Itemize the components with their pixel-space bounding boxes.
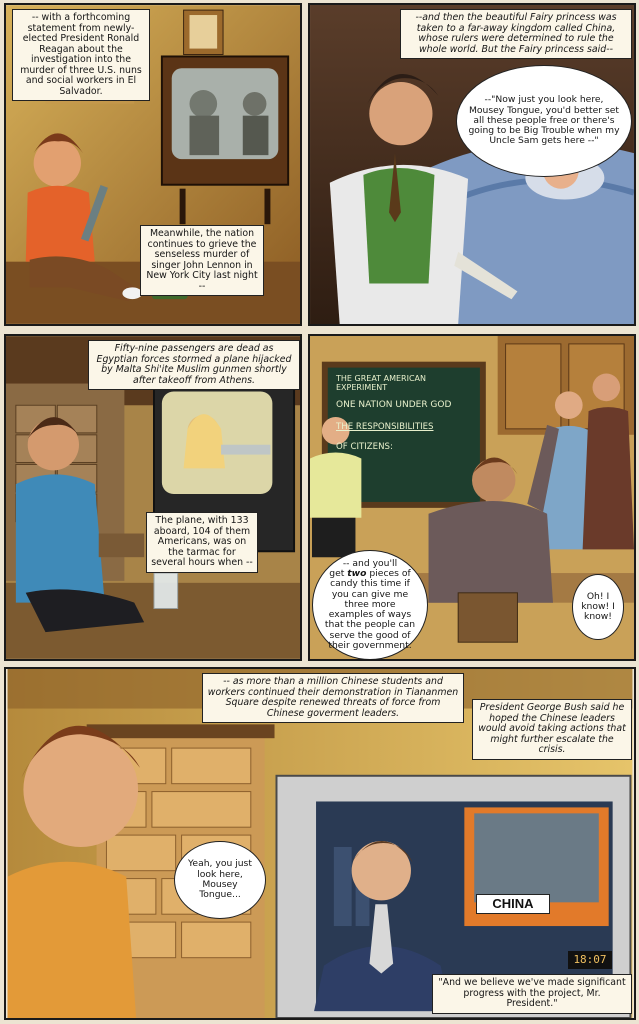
panel-2-caption: --and then the beautiful Fairy princess was taken to a far-away kingdom called China, whose rulers were determined to rule the whole world. But the Fairy princess said--: [400, 9, 632, 59]
chalkboard-line-1: THE GREAT AMERICAN EXPERIMENT: [336, 374, 426, 392]
panel-5-caption-bottom: "And we believe we've made significant progress with the project, Mr. President.": [432, 974, 632, 1014]
chalkboard-line-3: THE RESPONSIBILITIES: [336, 422, 434, 432]
panel-5-caption-right: President George Bush said he hoped the Chinese leaders would avoid taking actions that might further escalate the crisis.: [472, 699, 632, 760]
tv-china-label: CHINA: [476, 894, 550, 914]
panel-1-boy-watching-tv-1980: [4, 3, 302, 326]
panel-4-classroom: [308, 334, 636, 661]
panel-4-teacher-speech-bubble: [312, 550, 428, 660]
tv-clock: 18:07: [568, 951, 612, 969]
panel-2-speech-bubble: --"Now just you look here, Mousey Tongue, you'd better set all these people free or there's going to be Big Trouble when my Uncle Sam gets here --": [456, 65, 632, 177]
panel-5-speech-bubble: Yeah, you just look here, Mousey Tongue...: [174, 841, 266, 919]
panel-2-bedtime-story: [308, 3, 636, 326]
chalkboard-line-4: OF CITIZENS:: [336, 442, 393, 452]
chalkboard-line-2: ONE NATION UNDER GOD: [336, 400, 452, 410]
teacher-speech-emphasis: two: [347, 567, 367, 579]
panel-3-caption-bottom: The plane, with 133 aboard, 104 of them Americans, was on the tarmac for several hours when --: [146, 512, 258, 573]
teacher-speech-part-b: get: [329, 567, 345, 579]
panel-1-caption-top: -- with a forthcoming statement from newly-elected President Ronald Reagan about the investigation into the murder of three U.S. nuns and social workers in El Salvador.: [12, 9, 150, 101]
panel-5-caption-top: -- as more than a million Chinese students and workers continued their demonstration in Tiananmen Square despite renewed threats of force from Chinese goverment leaders.: [202, 673, 464, 723]
panel-4-kid-speech-bubble: Oh! I know! I know!: [572, 574, 624, 640]
panel-1-caption-bottom: Meanwhile, the nation continues to grieve the senseless murder of singer John Lennon in New York City last night --: [140, 225, 264, 296]
teacher-speech-part-c: pieces of candy this time if you can give me three more examples of ways that the people can serve the good of their government.: [324, 567, 416, 652]
teacher-speech-part-a: -- and you'll: [342, 557, 398, 569]
panel-5-tiananmen-broadcast: [4, 667, 636, 1020]
panel-3-boy-watching-tv-1985: [4, 334, 302, 661]
panel-3-caption-top: Fifty-nine passengers are dead as Egyptian forces stormed a plane hijacked by Malta Shi'ite Muslim gunmen shortly after takeoff from Athens.: [88, 340, 300, 390]
